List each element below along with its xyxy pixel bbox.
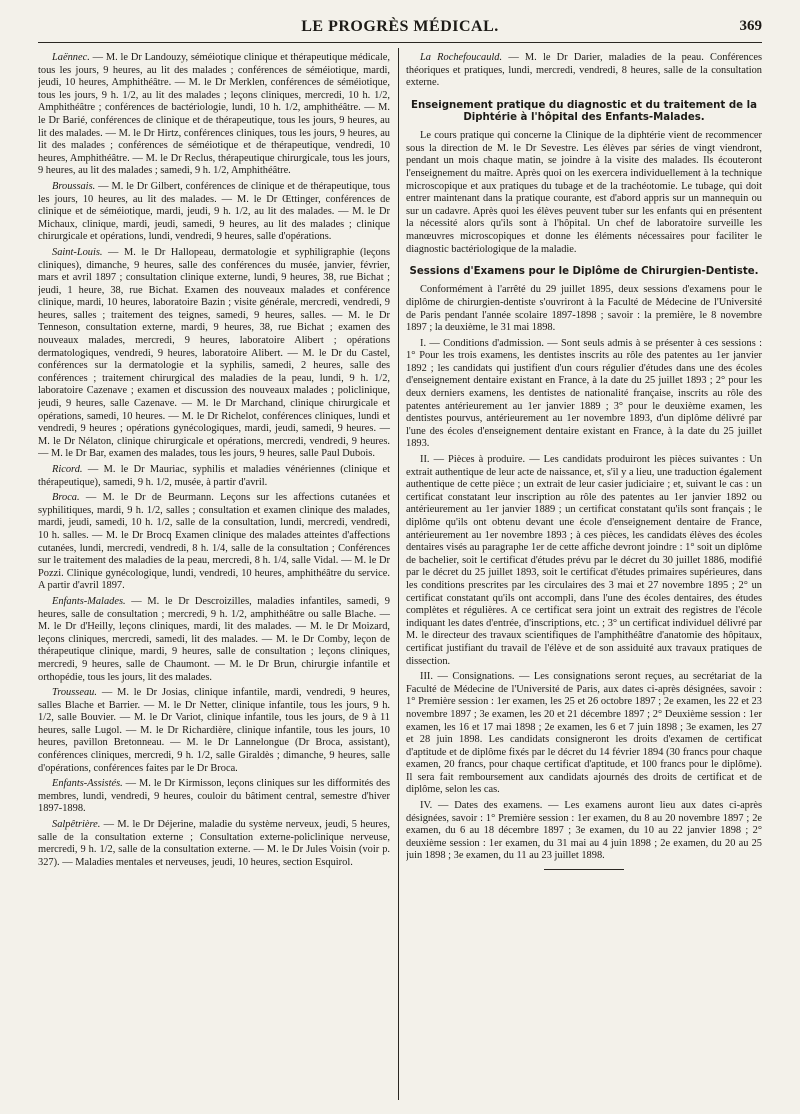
entry-broca: Broca. — M. le Dr de Beurmann. Leçons sur les affections cutanées et syphilitiques, mardi, 9 h. 1/2, salles ; consultation et examen clinique des malades, mardi, jeudi, samedi, 10 h. 1/2, salle de la consultation, lundi, mercredi, vendredi, 10 h. salles. — M. le Dr Brocq Examen clinique des malades atteintes d'affections cutanées, lundi, mercredi, vendredi, 8 h. 1/4, salle de la consultation ; Conférences sur le traitement des maladies de la peau, mercredi, 8 h. 1/4, salle Vidal. — M. le Dr Pozzi. Clinique gynécologique, lundi, vendredi, 10 heures, amphithéâtre du service. A partir d'avril 1897. [38, 492, 390, 592]
diphtheria-text: Le cours pratique qui concerne la Clinique de la diphtérie vient de recommencer sous la direction de M. le Dr Sevestre. Les élèves par séries de vingt viendront, pendant un mois chaque matin, se joindre à la visite des malades. Ils écouteront l'enseignement du maître. Après quoi on les exercera individuellement à la technique microscopique et aux pratiques du tubage et de la trachéotomie. Le tubage, qui doit entrer maintenant dans la pratique courante, est d'abord appris sur un mannequin ou sur un cadavre. Après quoi les élèves peuvent tuber sur les enfants qui en présentent la nécessité alors qu'ils sont à l'hôpital. Un chef de laboratoire surveille les manœuvres microscopiques et donne les éléments nécessaires pour faciliter le diagnostic bactériologique de la maladie. [406, 130, 762, 255]
entry-la-rochefoucauld: La Rochefoucauld. — M. le Dr Darier, maladies de la peau. Conférences théoriques et pratiques, lundi, mercredi, vendredi, 8 heures, salle de la consultation externe. [406, 52, 762, 89]
header-rule [38, 42, 762, 43]
page-header [38, 16, 762, 44]
sessions-paragraph: IV. — Dates des examens. — Les examens auront lieu aux dates ci-après désignées, savoir : 1° Première session : 1er examen, du 8 au 20 novembre 1897 ; 2e examen, du 6 au 18 décembre 1897 ; 3e examen, du 10 au 22 janvier 1898 ; 2° deuxième session : 1er examen, du 31 mai au 4 juin 1898 ; 2e examen, du 20 au 25 juin 1898 ; 3e examen, du 11 au 23 juillet 1898. [406, 800, 762, 862]
entry-salpetriere: Salpêtrière. — M. le Dr Déjerine, maladie du système nerveux, jeudi, 5 heures, salle de la consultation externe ; Consultation externe-policlinique nerveuse, mercredi, 9 h. 1/2, salle de la consultation externe. — M. le Dr Jules Voisin (voir p. 327). — Maladies mentales et nerveuses, jeudi, 10 heures, section Esquirol. [38, 819, 390, 868]
sessions-paragraph: Conformément à l'arrêté du 29 juillet 1895, deux sessions d'examens pour le diplôme de chirurgien-dentiste s'ouvriront à la Faculté de Médecine de l'Université de Paris pendant l'année scolaire 1897-1898 ; savoir : la première, le 8 novembre 1897 ; la deuxième, le 31 mai 1898. [406, 284, 762, 334]
column-divider [398, 48, 399, 1100]
sessions-paragraph: III. — Consignations. — Les consignations seront reçues, au secrétariat de la Faculté de Médecine de l'Université de Paris, aux dates ci-après désignées, savoir : 1° Première session : 1er examen, les 25 et 26 octobre 1897 ; 2e examen, les 22 et 23 novembre 1897 ; 3e examen, les 20 et 21 décembre 1897 ; 2° Deuxième session : 1er examen, les 16 et 17 mai 1898 ; 2e examen, les 6 et 7 juin 1898 ; 3e examen, les 27 et 28 juin 1898. Les candidats consigneront les droits d'examen de certificat d'aptitude et de diplôme fixés par le décret du 14 février 1894 (30 francs pour chaque examen, 20 francs, pour chaque certificat d'aptitude, et 100 francs pour le diplôme). Il sera fait remboursement aux candidats ajournés des droits de certificat et de diplôme, selon les cas. [406, 671, 762, 796]
entry-trousseau: Trousseau. — M. le Dr Josias, clinique infantile, mardi, vendredi, 9 heures, salles Blache et Barrier. — M. le Dr Netter, clinique infantile, tous les jours, 9 h. 1/2, salle Bouvier. — M. le Dr Variot, clinique infantile, tous les jours, de 9 à 11 heures, salle Lugol. — M. le Dr Richardière, clinique infantile, tous les jours, 10 heures, pavillon Bretonneau. — M. le Dr Lannelongue (Dr Broca, assistant), conférences cliniques, mercredi, 9 h. 1/2, salle Giraldès ; dimanche, 9 heures, salle d'opérations, conférences faites par le Dr Broca. [38, 687, 390, 774]
journal-title: LE PROGRÈS MÉDICAL. [301, 18, 499, 35]
sessions-paragraph: I. — Conditions d'admission. — Sont seuls admis à se présenter à ces sessions : 1° Pour les trois examens, les dentistes inscrits au rôle des patentes au 1er janvier 1892 ; les candidats qui justifient d'un cours régulier d'études dans une des écoles d'enseignement dentaire existant en France, à la date du 25 juillet 1893 ; 2° pour les deux derniers examens, les dentistes de nationalité française, inscrits au rôle des patentes antérieurement au 1er janvier 1889 ; 3° pour le deuxième examen, les dentistes pourvus, antérieurement au 1er novembre 1893, d'un diplôme délivré par l'une des écoles d'enseignement dentaire existant en France, à la date du 25 juillet 1893. [406, 337, 762, 450]
diphtheria-heading: Enseignement pratique du diagnostic et du traitement de la Diphtérie à l'hôpital des Enfants-Malades. [411, 99, 757, 123]
entry-enfants-malades: Enfants-Malades. — M. le Dr Descroizilles, maladies infantiles, samedi, 9 heures, salle de consultation ; mercredi, 9 h. 1/2, amphithéâtre ou salle Blache. — M. le Dr d'Heilly, leçons cliniques, mardi, lit des malades. — M. le Dr Moizard, leçons cliniques, mercredi, samedi, lit des malades. — M. le Dr Comby, leçon de thérapeutique clinique, mardi, 9 heures, salle de consultation ; leçons cliniques, mercredi, 9 heures, salle de Chaumont. — M. le Dr Brun, chirurgie infantile et orthopédie, tous les jours, lit des malades. [38, 595, 390, 683]
entry-enfants-assistes: Enfants-Assistés. — M. le Dr Kirmisson, leçons cliniques sur les difformités des membres, lundi, vendredi, 9 heures, couloir du bâtiment central, semestre d'hiver 1897-1898. [38, 778, 390, 815]
page-number: 369 [739, 18, 762, 34]
entry-ricord: Ricord. — M. le Dr Mauriac, syphilis et maladies vénériennes (clinique et thérapeutique), samedi, 9 h. 1/2, musée, à partir d'avril. [38, 464, 390, 488]
end-rule [544, 869, 624, 870]
sessions-paragraph: II. — Pièces à produire. — Les candidats produiront les pièces suivantes : Un extrait authentique de leur acte de naissance, et, s'il y a lieu, une traduction également authentique de cette pièce ; un extrait de leur casier judiciaire ; et, suivant le cas : un certificat constatant leur inscription au rôle des patentes au 1er janvier 1892 ou antérieurement au 1er janvier 1889 ; un certificat constatant qu'ils sont français ; le diplôme qu'ils ont obtenu devant une école d'enseignement dentaire de France, antérieurement au 1er novembre 1893 ; à ces pièces, les candidats élèves des écoles dentaires visés au paragraphe 1er de cette affiche devront joindre : 1° soit un diplôme de bachelier, soit le certificat d'études prévu par le décret du 30 juillet 1886, modifié par le décret du 25 juillet 1893, soit le certificat d'études primaires supérieures, dans les conditions prescrites par les circulaires des 3 mai et 27 novembre 1895 ; 2° un certificat constatant qu'ils ont accompli, dans l'une des écoles dentaires, des études complètes et régulières. A ce certificat sera joint un extrait des registres de l'école indiquant les dates d'entrée, d'inscriptions, etc. ; 3° un certificat individuel délivré par M. le directeur des travaux scientifiques de l'amphithéâtre d'anatomie des hôpitaux, certificat justifiant du travail de l'élève et de son assiduité aux travaux pratiques de dissection. [406, 454, 762, 667]
right-column [406, 52, 762, 1102]
entry-laennec: Laënnec. — M. le Dr Landouzy, séméiotique clinique et thérapeutique médicale, tous les jours, 9 heures, au lit des malades ; conférences de séméiotique, mardi, jeudi, 10 heures, Amphithéâtre. — M. le Dr Merklen, conférences de séméiotique, tous les jours, 9 h. 1/2, au lit des malades ; leçons cliniques, mercredi, 10 h. 1/2, Amphithéâtre ; conférences de bactériologie, lundi, 10 h. 1/2, amphithéâtre. — M. le Dr Barié, conférences de clinique et de thérapeutique, tous les jours, 9 heures, au lit des malades. — M. le Dr Hirtz, conférences cliniques, tous les jours, 9 heures, au lit des malades ; conférences de séméiotique et de thérapeutique, vendredi, 10 heures, Amphithéâtre. — M. le Dr Reclus, thérapeutique chirurgicale, tous les jours, 9 heures, au lit des malades ; samedi, 9 h. 1/2, Amphithéâtre. [38, 52, 390, 177]
entry-saint-louis: Saint-Louis. — M. le Dr Hallopeau, dermatologie et syphiligraphie (leçons cliniques), dimanche, 9 heures, salle des conférences du musée, janvier, février, mars et avril 1897 ; consultation clinique externe, lundi, 9 heures, 38, rue Bichat ; jeudi, 1 heure, 38, rue Bichat. Examen des nouveaux malades et conférence clinique, mardi, 10 heures, laboratoire Bazin ; visite générale, mercredi, vendredi, 9 heures, salles ; traitement des teignes, samedi, 9 heures, salles. — M. le Dr Tenneson, consultation externe, mardi, 9 heures, 38, rue Bichat ; examen des nouveaux malades, mercredi, 9 heures, laboratoire Alibert ; opérations dermatologiques, vendredi, 9 heures, laboratoire Alibert. — M. le Dr du Castel, conférences sur la dermatologie et la syphilis, samedi, 2 heures, salle des conférences ; traitement chirurgical des maladies de la peau, lundi, 9 h. 1/2, laboratoire Cazenave ; examen et discussion des nouveaux malades ; policlinique, jeudi, 9 heures, salle Cazenave. — M. le Dr Marchand, clinique chirurgicale et opérations, samedi, 10 heures. — M. le Dr Richelot, conférences cliniques, lundi et vendredi, 9 heures ; opérations gynécologiques, mardi, jeudi, samedi, 9 heures. — M. le Dr Nélaton, clinique chirurgicale et opérations, mercredi, vendredi, 9 heures. — M. le Dr Bar, examen des malades, tous les jours, 9 heures, salle Paul Dubois. [38, 246, 390, 460]
left-column [38, 52, 390, 1102]
entry-broussais: Broussais. — M. le Dr Gilbert, conférences de clinique et de thérapeutique, tous les jours, 10 heures, au lit des malades. — M. le Dr Œttinger, conférences de clinique et de séméiotique, mardi, jeudi, 9 h. 1/2, au lit des malades. — M. le Dr Michaux, clinique, mardi, jeudi, samedi, 9 heures, au lit des malades ; clinique chirurgicale et opérations, lundi, vendredi, 9 heures, salle d'opérations. [38, 180, 390, 243]
sessions-heading: Sessions d'Examens pour le Diplôme de Chirurgien-Dentiste. [409, 266, 759, 278]
